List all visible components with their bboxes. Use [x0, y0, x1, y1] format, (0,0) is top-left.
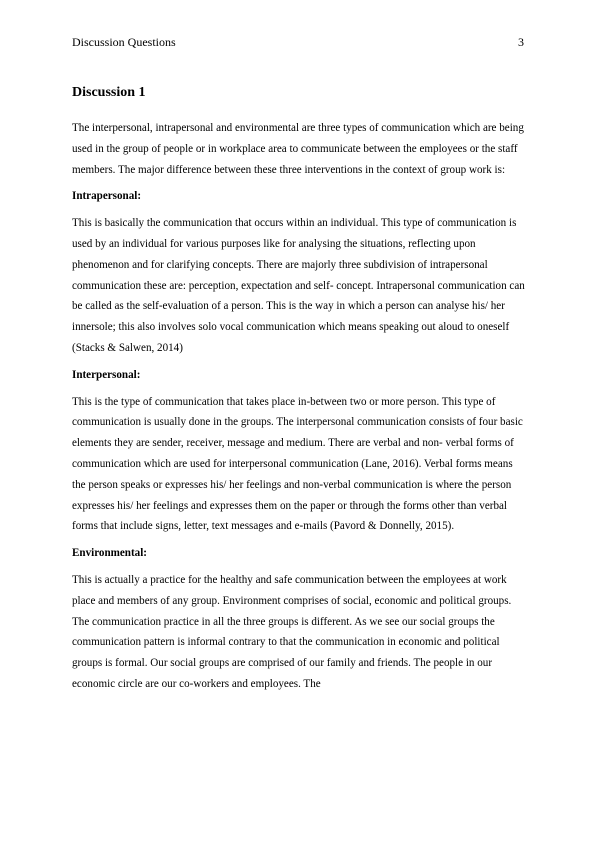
section-body-environmental: This is actually a practice for the healthy and safe communication between the employees at work place and members of any group. Environment comprises of social, economic and political groups. The communication practice in all the three groups is different. As we see our social groups the communication pattern is informal contrary to that the communication in economic and political groups is formal. Our social groups are comprised of our family and friends. The people in our economic circle are our co-workers and employees. The	[72, 573, 512, 690]
page-number: 3	[518, 35, 524, 49]
section-title-intrapersonal: Intrapersonal:	[72, 190, 142, 203]
running-title: Discussion Questions	[72, 35, 176, 49]
document-body	[72, 84, 527, 701]
section-title-interpersonal: Interpersonal:	[72, 368, 141, 381]
discussion-heading: Discussion 1	[72, 85, 146, 100]
page-header	[72, 35, 524, 49]
section-body-interpersonal: This is the type of communication that takes place in-between two or more person. This type of communication is usually done in the groups. The interpersonal communication consists of four basic elements they are sender, receiver, message and medium. There are verbal and non- verbal forms of communication which are used for interpersonal communication (Lane, 2016). Verbal forms means the person speaks or expresses his/ her feelings and non-verbal communication is where the person expresses his/ her feelings and expresses them on the paper or through the forms other than verbal forms that include signs, letter, text messages and e-mails (Pavord & Donnelly, 2015).	[72, 395, 523, 533]
section-title-environmental: Environmental:	[72, 547, 147, 560]
section-body-intrapersonal: This is basically the communication that occurs within an individual. This type of communication is used by an individual for various purposes like for analysing the situations, reflecting upon phenomenon and for clarifying concepts. There are majorly three subdivision of intrapersonal communication these are: perception, expectation and self- concept. Intrapersonal communication can be called as the self-evaluation of a person. This is the way in which a person can analyse his/ her innersole; this also involves solo vocal communication which means speaking out aloud to oneself (Stacks & Salwen, 2014)	[72, 217, 525, 354]
intro-paragraph: The interpersonal, intrapersonal and environmental are three types of communication which are being used in the group of people or in workplace area to communicate between the employees or the staff members. The major difference between these three interventions in the context of group work is:	[72, 122, 524, 176]
